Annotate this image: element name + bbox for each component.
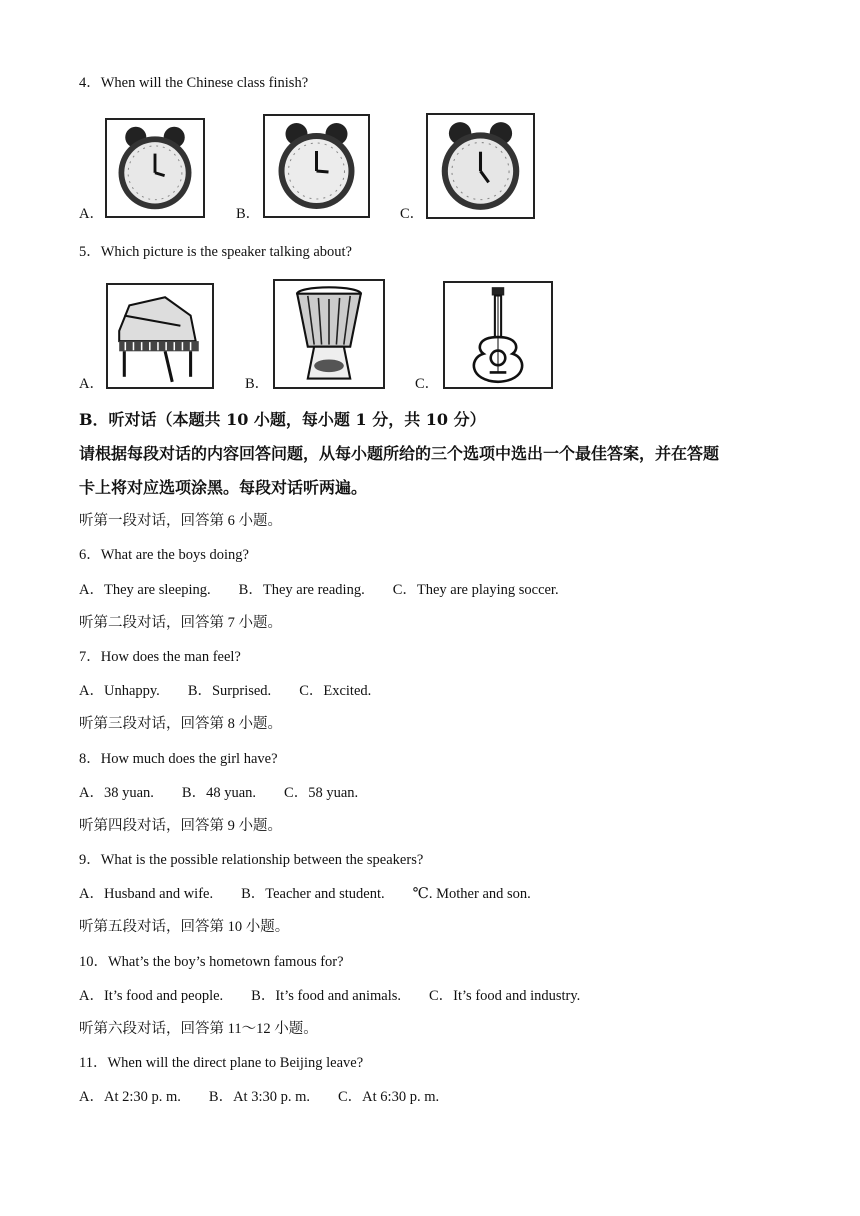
option-b: B．At 3:30 p. m.	[208, 1089, 311, 1105]
option-b: B．48 yuan.	[181, 785, 257, 801]
question-9: 9．What is the possible relationship between the speakers?	[79, 852, 424, 868]
alarm-clock-icon	[263, 114, 370, 218]
option-a: A．They are sleeping.	[79, 582, 211, 598]
option-b: B．Teacher and student.	[241, 886, 385, 902]
option-b: B．Surprised.	[187, 683, 272, 699]
question-9-options	[79, 884, 531, 904]
question-11: 11．When will the direct plane to Beijing leave?	[79, 1055, 364, 1071]
dialogue-lead: 听第六段对话，回答第 11～12 小题。	[79, 1021, 318, 1037]
q5-option-c-label: C．	[415, 376, 440, 392]
option-b: B．It’s food and animals.	[251, 988, 401, 1004]
piano-icon	[106, 283, 214, 389]
question-8: 8．How much does the girl have?	[79, 751, 278, 767]
option-c: C．Excited.	[299, 683, 372, 699]
option-c: C．It’s food and industry.	[429, 988, 581, 1004]
q5-option-a-label: A．	[79, 376, 104, 392]
option-a: A．Unhappy.	[79, 683, 160, 699]
option-c: ℃. Mother and son.	[412, 886, 531, 902]
question-6: 6．What are the boys doing?	[79, 547, 249, 563]
question-7: 7．How does the man feel?	[79, 649, 241, 665]
question-8-options	[79, 783, 358, 803]
question-5: 5．Which picture is the speaker talking about?	[79, 244, 352, 260]
question-4: 4．When will the Chinese class finish?	[79, 75, 309, 91]
option-a: A．Husband and wife.	[79, 886, 214, 902]
dialogue-lead: 听第二段对话，回答第 7 小题。	[79, 615, 282, 631]
q5-option-b-label: B．	[245, 376, 270, 392]
dialogue-lead: 听第三段对话，回答第 8 小题。	[79, 716, 282, 732]
option-a: A．38 yuan.	[79, 785, 154, 801]
option-b: B．They are reading.	[238, 582, 365, 598]
section-b-instruction-1: 请根据每段对话的内容回答问题，从每小题所给的三个选项中选出一个最佳答案，并在答题	[79, 444, 720, 463]
q4-option-a-label: A．	[79, 206, 104, 222]
question-11-options	[79, 1087, 439, 1107]
alarm-clock-icon	[105, 118, 205, 218]
dialogue-lead: 听第四段对话，回答第 9 小题。	[79, 818, 282, 834]
option-c: C．58 yuan.	[284, 785, 359, 801]
question-10-options	[79, 986, 580, 1006]
option-a: A．It’s food and people.	[79, 988, 224, 1004]
q4-option-c-label: C．	[400, 206, 425, 222]
dialogue-lead: 听第一段对话，回答第 6 小题。	[79, 513, 282, 529]
question-10: 10．What’s the boy’s hometown famous for?	[79, 954, 344, 970]
dialogue-lead: 听第五段对话，回答第 10 小题。	[79, 919, 290, 935]
section-b-instruction-2: 卡上将对应选项涂黑。每段对话听两遍。	[79, 478, 368, 497]
option-c: C．They are playing soccer.	[392, 582, 559, 598]
q4-option-b-label: B．	[236, 206, 261, 222]
guitar-icon	[443, 281, 553, 389]
section-b-heading: B．听对话（本题共 10 小题，每小题 1 分，共 10 分）	[79, 410, 486, 429]
drum-icon	[273, 279, 385, 389]
alarm-clock-icon	[426, 113, 535, 219]
option-a: A．At 2:30 p. m.	[79, 1089, 181, 1105]
option-c: C．At 6:30 p. m.	[338, 1089, 440, 1105]
question-7-options	[79, 681, 371, 701]
question-6-options	[79, 580, 559, 600]
